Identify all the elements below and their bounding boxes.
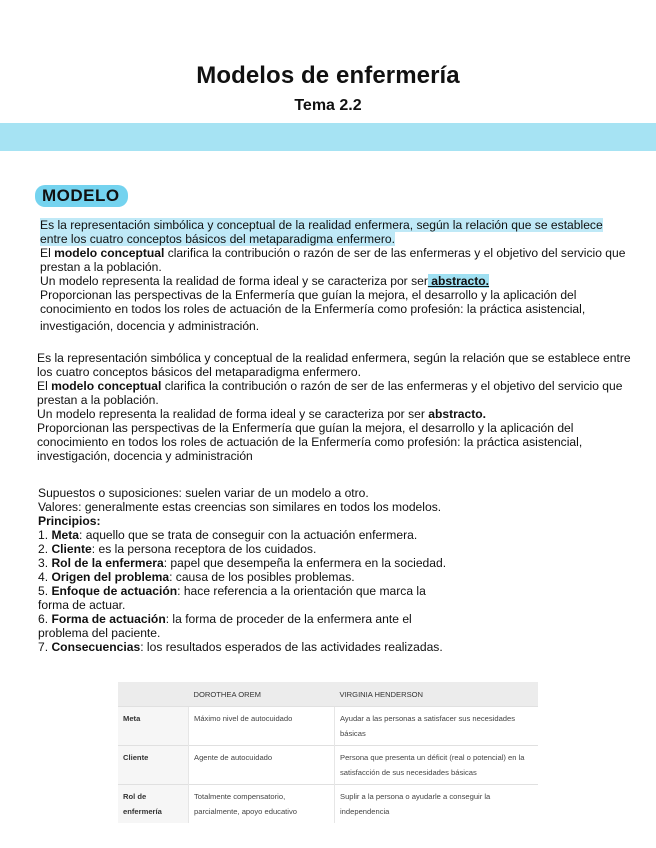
text-line: Es la representación simbólica y conceptual de la realidad enfermera, según la relación que se establece (40, 218, 603, 232)
text-line: Proporcionan las perspectivas de la Enfermería que guían la mejora, el desarrollo y la aplicación del (37, 421, 574, 435)
principle-term: Enfoque de actuación (51, 584, 178, 598)
header-band (0, 123, 656, 151)
principle-item (38, 640, 653, 654)
principle-item (38, 584, 653, 598)
principle-continuation: problema del paciente. (38, 626, 161, 640)
table-header-cell (118, 682, 189, 707)
principle-term: Rol de la enfermera (51, 556, 164, 570)
table-row (118, 746, 538, 785)
principle-text: : es la persona receptora de los cuidados. (91, 542, 317, 556)
text-line: investigación, docencia y administración (37, 449, 253, 463)
principle-number: 4. (38, 570, 52, 584)
principle-number: 3. (38, 556, 52, 570)
definition-highlighted (40, 218, 655, 333)
principle-number: 2. (38, 542, 52, 556)
row-label: Rol de enfermería (118, 785, 189, 824)
supuestos-text: Supuestos o suposiciones: suelen variar de un modelo a otro. (38, 486, 369, 500)
orem-cell: Agente de autocuidado (189, 746, 335, 785)
principle-term: Origen del problema (51, 570, 170, 584)
principle-text: : la forma de proceder de la enfermera ante el (165, 612, 412, 626)
section-heading: MODELO (35, 185, 128, 207)
principles-block (38, 486, 653, 654)
text-line: investigación, docencia y administración. (40, 319, 260, 333)
definition-plain (37, 351, 652, 463)
principle-text: : papel que desempeña la enfermera en la sociedad. (163, 556, 447, 570)
henderson-cell: Ayudar a las personas a satisfacer sus necesidades básicas (335, 707, 539, 746)
orem-cell: Totalmente compensatorio, parcialmente, apoyo educativo (189, 785, 335, 824)
page-title: Modelos de enfermería (196, 62, 460, 89)
principle-term: Consecuencias (51, 640, 141, 654)
text-line: conocimiento en todos los roles de actuación de la Enfermería como profesión: la práctica asistencial, (37, 435, 583, 449)
orem-cell: Máximo nivel de autocuidado (189, 707, 335, 746)
text-line: entre los cuatro conceptos básicos del metaparadigma enfermero. (40, 232, 395, 246)
text-line: Proporcionan las perspectivas de la Enfermería que guían la mejora, el desarrollo y la aplicación del (40, 288, 577, 302)
text-line: Un modelo representa la realidad de forma ideal y se caracteriza por ser abstracto. (37, 407, 487, 421)
text-line: El modelo conceptual clarifica la contribución o razón de ser de las enfermeras y el objetivo del servicio que (40, 246, 626, 260)
principios-heading: Principios: (38, 514, 101, 528)
row-label: Cliente (118, 746, 189, 785)
principle-text: : hace referencia a la orientación que marca la (177, 584, 426, 598)
principle-item (38, 556, 653, 570)
principle-number: 6. (38, 612, 52, 626)
principle-term: Cliente (51, 542, 92, 556)
principle-number: 5. (38, 584, 52, 598)
henderson-cell: Persona que presenta un déficit (real o potencial) en la satisfacción de sus necesidades básicas (335, 746, 539, 785)
principle-item (38, 612, 653, 626)
principle-text: : aquello que se trata de conseguir con la actuación enfermera. (79, 528, 418, 542)
text-line: Un modelo representa la realidad de forma ideal y se caracteriza por ser abstracto. (40, 274, 490, 288)
principle-item (38, 528, 653, 542)
principle-item (38, 570, 653, 584)
principle-number: 1. (38, 528, 52, 542)
principles-list (38, 528, 653, 654)
table-header-cell: VIRGINIA HENDERSON (335, 682, 539, 707)
text-line: Es la representación simbólica y conceptual de la realidad enfermera, según la relación que se establece entre (37, 351, 631, 365)
text-line: los cuatro conceptos básicos del metaparadigma enfermero. (37, 365, 362, 379)
table-row (118, 707, 538, 746)
principle-text: : causa de los posibles problemas. (169, 570, 355, 584)
table-row (118, 785, 538, 824)
principle-term: Meta (51, 528, 80, 542)
comparison-table (118, 682, 538, 823)
henderson-cell: Suplir a la persona o ayudarle a conseguir la independencia (335, 785, 539, 824)
row-label: Meta (118, 707, 189, 746)
principle-term: Forma de actuación (51, 612, 166, 626)
text-line: conocimiento en todos los roles de actuación de la Enfermería como profesión: la práctica asistencial, (40, 302, 586, 316)
valores-text: Valores: generalmente estas creencias son similares en todos los modelos. (38, 500, 442, 514)
principle-item (38, 542, 653, 556)
principle-text: : los resultados esperados de las actividades realizadas. (140, 640, 443, 654)
principle-continuation: forma de actuar. (38, 598, 126, 612)
text-line: El modelo conceptual clarifica la contribución o razón de ser de las enfermeras y el objetivo del servicio que (37, 379, 623, 393)
text-line: prestan a la población. (37, 393, 159, 407)
text-line: prestan a la población. (40, 260, 162, 274)
principle-number: 7. (38, 640, 52, 654)
page-subtitle: Tema 2.2 (294, 97, 362, 114)
table-header-cell: DOROTHEA OREM (189, 682, 335, 707)
table-header-row (118, 682, 538, 707)
